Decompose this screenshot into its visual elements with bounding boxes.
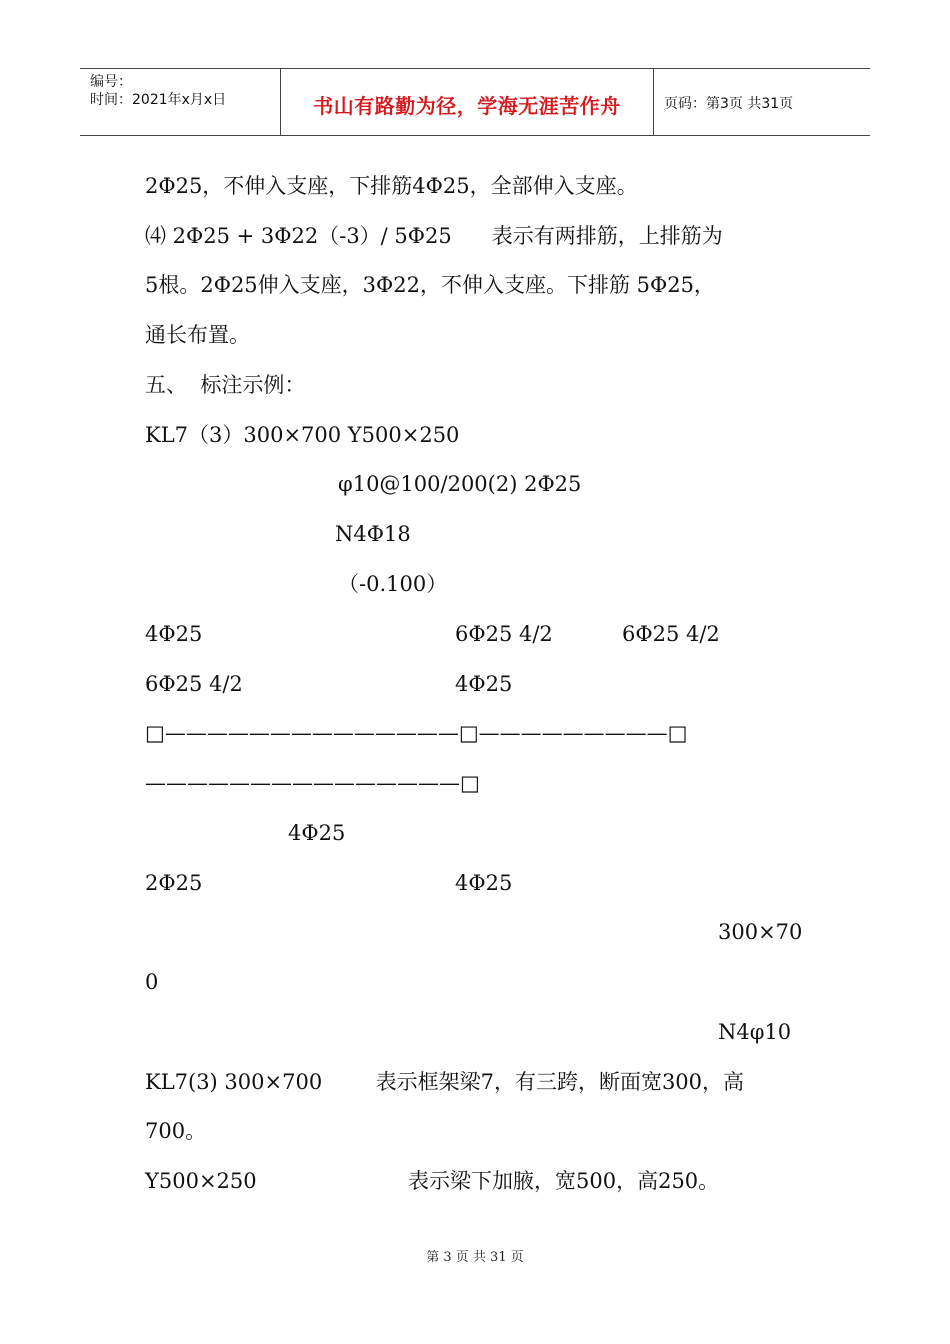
text-line: 2Φ25，不伸入支座，下排筋4Φ25，全部伸入支座。 bbox=[145, 174, 638, 198]
text-line: 700。 bbox=[145, 1119, 207, 1143]
section-size-label: 0 bbox=[145, 970, 159, 994]
text-line: KL7(3) 300×700 表示框架梁7，有三跨，断面宽300，高 bbox=[145, 1070, 745, 1094]
header-page-cell bbox=[654, 69, 870, 135]
beam-diagram-line: ———————————————□ bbox=[145, 771, 480, 795]
rebar-label: 4Φ25 bbox=[145, 622, 203, 646]
rebar-label: 4Φ25 bbox=[288, 821, 346, 845]
section-size-label: 300×70 bbox=[718, 920, 803, 944]
section-heading: 五、 标注示例： bbox=[145, 373, 306, 397]
text-line: Y500×250 bbox=[145, 1169, 257, 1193]
text-line: KL7（3）300×700 Y500×250 bbox=[145, 423, 460, 447]
page-footer: 第 3 页 共 31 页 bbox=[426, 1250, 524, 1265]
motto-text: 书山有路勤为径，学海无涯苦作舟 bbox=[313, 93, 621, 118]
text-line: 通长布置。 bbox=[145, 323, 250, 347]
number-label: 编号： bbox=[90, 74, 132, 90]
text-line: N4Φ18 bbox=[335, 522, 411, 546]
rebar-label: 6Φ25 4/2 bbox=[145, 672, 243, 696]
document-header bbox=[80, 68, 870, 136]
text-line: 5根。2Φ25伸入支座，3Φ22，不伸入支座。下排筋 5Φ25， bbox=[145, 273, 715, 297]
text-line: 表示梁下加腋，宽500，高250。 bbox=[408, 1169, 720, 1193]
time-label: 时间：2021年x月x日 bbox=[90, 92, 227, 108]
header-meta-cell bbox=[80, 69, 281, 135]
text-line: ⑷ 2Φ25 + 3Φ22（-3）/ 5Φ25 表示有两排筋，上排筋为 bbox=[145, 224, 723, 248]
text-line: （-0.100） bbox=[338, 572, 448, 596]
rebar-label: 4Φ25 bbox=[455, 672, 513, 696]
rebar-label: 2Φ25 bbox=[145, 871, 203, 895]
rebar-label: 6Φ25 4/2 bbox=[455, 622, 553, 646]
rebar-label: N4φ10 bbox=[718, 1020, 792, 1044]
page-info: 页码：第3页 共31页 bbox=[664, 96, 794, 112]
rebar-label: 6Φ25 4/2 bbox=[622, 622, 720, 646]
rebar-label: 4Φ25 bbox=[455, 871, 513, 895]
header-motto-cell bbox=[281, 69, 654, 135]
beam-diagram-line: □——————————————□—————————□ bbox=[145, 721, 688, 745]
text-line: φ10@100/200(2) 2Φ25 bbox=[338, 472, 582, 496]
